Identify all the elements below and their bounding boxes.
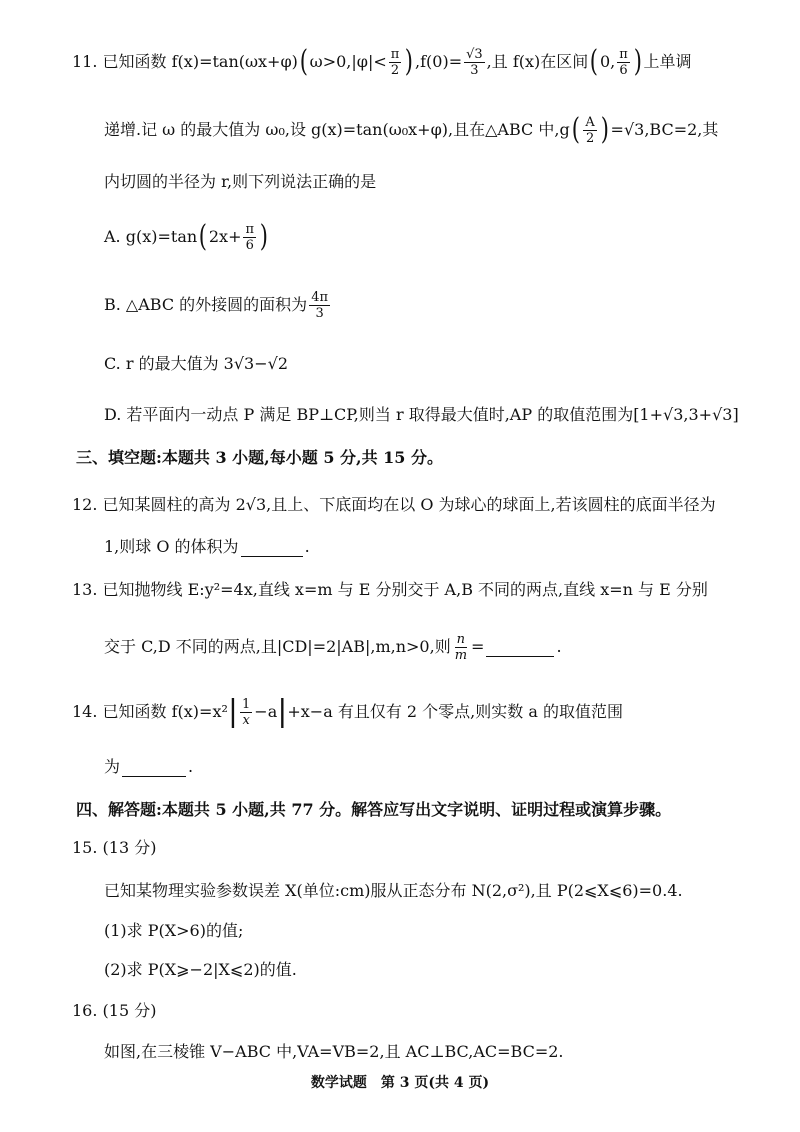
fraction-pi-over-6: $\frac{\pi}{6}$	[619, 46, 628, 78]
paren-open: (	[299, 44, 308, 79]
q11-line1	[72, 44, 770, 79]
answer-blank[interactable]	[241, 538, 303, 557]
q11-text-2a: 递增.记 ω 的最大值为 ω₀,设 g(x)=tan(ω₀x+φ),且在△ABC 中,g	[104, 120, 570, 139]
q12-line1: 12. 已知某圆柱的高为 2√3,且上、下底面均在以 O 为球心的球面上,若该圆柱的底面半径为	[72, 495, 716, 514]
fraction-pi-over-2: $\frac{\pi}{2}$	[390, 46, 400, 78]
q15-line1: 已知某物理实验参数误差 X(单位:cm)服从正态分布 N(2,σ²),且 P(2⩽X⩽6)=0.4.	[104, 881, 683, 900]
q15-part1: (1)求 P(X>6)的值;	[104, 921, 244, 940]
paren-close: )	[259, 219, 268, 254]
q11-text-1a: 已知函数 f(x)=tan(ωx+φ)	[102, 52, 298, 71]
q13-line2: 交于 C,D 不同的两点,且|CD|=2|AB|,m,n>0,则 $\frac{n}{m}$ = .	[104, 631, 562, 663]
q11-option-d: D. 若平面内一动点 P 满足 BP⊥CP,则当 r 取得最大值时,AP 的取值范围为[1+√3,3+√3]	[104, 405, 739, 424]
q11-text-1e: 0,	[599, 52, 616, 71]
section-3-heading: 三、填空题:本题共 3 小题,每小题 5 分,共 15 分。	[76, 448, 444, 467]
q11-text-2b: =√3,BC=2,其	[610, 120, 719, 139]
q12-line2: 1,则球 O 的体积为 .	[104, 537, 310, 556]
abs-bar-right: |	[277, 694, 288, 729]
paren-open: (	[571, 112, 580, 147]
q11-text-3: 内切圆的半径为 r,则下列说法正确的是	[104, 172, 377, 191]
q13-line1: 13. 已知抛物线 E:y²=4x,直线 x=m 与 E 分别交于 A,B 不同的两点,直线 x=n 与 E 分别	[72, 580, 708, 599]
q11-line2	[104, 112, 770, 147]
q14-line1: 14. 已知函数 f(x)=x² | $\frac{1}{x}$ −a | +x−a 有且仅有 2 个零点,则实数 a 的取值范围	[72, 694, 623, 729]
q16-header: 16. (15 分)	[72, 1001, 157, 1020]
paren-open: (	[198, 219, 208, 254]
q11-option-b: B. △ABC 的外接圆的面积为 $\frac{4\pi}{3}$	[104, 289, 329, 321]
q11-text-1f: 上单调	[643, 52, 692, 71]
q14-line2: 为 .	[104, 757, 194, 776]
paren-close: )	[600, 112, 609, 147]
paren-open: (	[590, 44, 599, 79]
q11-text-1b: ω>0,|φ|<	[309, 52, 387, 71]
q11-text-1c: ,f(0)=	[415, 52, 463, 71]
q11-number: 11.	[72, 52, 98, 71]
paren-close: )	[633, 44, 642, 79]
q11-option-c: C. r 的最大值为 3√3−√2	[104, 354, 289, 373]
answer-blank[interactable]	[486, 638, 554, 657]
page-footer: 数学试题 第 3 页(共 4 页)	[310, 1075, 490, 1091]
fraction-4pi-over-3: $\frac{4\pi}{3}$	[311, 289, 329, 321]
fraction-n-over-m: $\frac{n}{m}$	[454, 631, 468, 663]
paren-close: )	[405, 44, 414, 79]
fraction-1-over-x: $\frac{1}{x}$	[242, 696, 251, 728]
abs-bar-left: |	[227, 694, 239, 729]
q15-header: 15. (13 分)	[72, 838, 157, 857]
q11-option-a: A. g(x)=tan ( 2x+ $\frac{\pi}{6}$ )	[104, 219, 268, 254]
section-4-heading: 四、解答题:本题共 5 小题,共 77 分。解答应写出文字说明、证明过程或演算步骤。	[76, 800, 672, 819]
answer-blank[interactable]	[122, 758, 186, 777]
fraction-A-over-2: $\frac{A}{2}$	[585, 114, 595, 146]
q15-part2: (2)求 P(X⩾−2|X⩽2)的值.	[104, 960, 297, 979]
fraction-sqrt3-over-3: $\frac{√3}{3}$	[466, 46, 483, 78]
fraction-pi-over-6: $\frac{\pi}{6}$	[245, 221, 255, 253]
q16-line1: 如图,在三棱锥 V−ABC 中,VA=VB=2,且 AC⊥BC,AC=BC=2.	[104, 1042, 564, 1061]
q11-line3	[104, 167, 770, 197]
q11-text-1d: ,且 f(x)在区间	[486, 52, 589, 71]
